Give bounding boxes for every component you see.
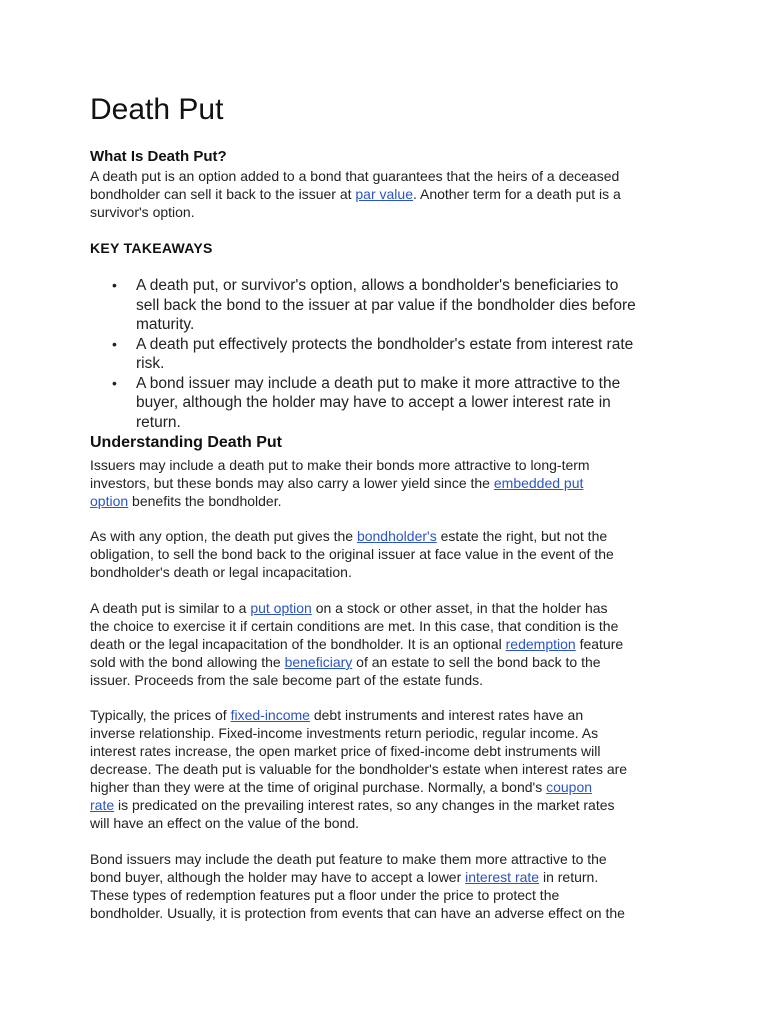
bullet-icon: • [112, 335, 117, 352]
link-embedded-put-option[interactable]: embedded put [493, 475, 584, 491]
link-beneficiary[interactable]: beneficiary [284, 654, 353, 670]
text-line [90, 868, 690, 886]
key-takeaways-list [90, 276, 690, 432]
text-line [90, 185, 690, 203]
link-interest-rate[interactable]: interest rate [465, 869, 540, 885]
paragraph-1 [90, 456, 690, 510]
text-line: maturity. [136, 316, 195, 333]
text-line: decrease. The death put is valuable for the bondholder's estate when interest rates are [90, 761, 628, 777]
text-line [90, 635, 690, 653]
link-fixed-income[interactable]: fixed-income [230, 707, 310, 723]
text-line [90, 796, 690, 814]
text-segment: is predicated on the prevailing interest rates, so any changes in the market rates [114, 797, 615, 813]
text-line: the choice to exercise it if certain conditions are met. In this case, that condition is the [90, 618, 619, 634]
text-line: survivor's option. [90, 204, 195, 220]
link-coupon-rate[interactable]: coupon [546, 779, 593, 795]
text-segment: bondholder can sell it back to the issuer at [90, 186, 356, 202]
text-line: These types of redemption features put a floor under the price to protect the [90, 887, 560, 903]
text-line: Issuers may include a death put to make their bonds more attractive to long-term [90, 457, 590, 473]
text-segment: sold with the bond allowing the [90, 654, 285, 670]
paragraph-3 [90, 599, 690, 689]
link-redemption[interactable]: redemption [505, 636, 576, 652]
text-line: bondholder's death or legal incapacitation. [90, 564, 352, 580]
text-line: A bond issuer may include a death put to make it more attractive to the [136, 374, 621, 392]
link-par-value[interactable]: par value [355, 186, 413, 202]
text-segment: A death put is similar to a [90, 600, 251, 616]
paragraph-2 [90, 527, 690, 581]
list-item [90, 374, 690, 433]
text-line: risk. [136, 355, 165, 372]
text-segment: Typically, the prices of [90, 707, 231, 723]
text-segment: in return. [539, 869, 599, 885]
text-line [90, 778, 690, 796]
text-segment: debt instruments and interest rates have an [309, 707, 584, 723]
text-line: A death put, or survivor's option, allows a bondholder's beneficiaries to [136, 277, 619, 294]
text-segment: higher than they were at the time of original purchase. Normally, a bond's [90, 779, 547, 795]
text-segment: As with any option, the death put gives the [90, 528, 357, 544]
text-line: return. [136, 413, 181, 431]
bullet-icon: • [112, 277, 117, 293]
text-segment: of an estate to sell the bond back to the [352, 654, 601, 670]
link-put-option[interactable]: put option [250, 600, 312, 616]
section-heading-what-is: What Is Death Put? [90, 148, 227, 165]
page-title: Death Put [90, 93, 224, 126]
text-line: buyer, although the holder may have to accept a lower interest rate in [136, 394, 611, 411]
text-line [90, 599, 690, 617]
text-line: bondholder. Usually, it is protection from events that can have an adverse effect on the [90, 905, 625, 921]
text-line: issuer. Proceeds from the sale become part of the estate funds. [90, 672, 483, 688]
text-line: inverse relationship. Fixed-income investments return periodic, regular income. As [90, 725, 599, 741]
text-line: will have an effect on the value of the bond. [90, 815, 360, 831]
bullet-icon: • [112, 374, 117, 391]
link-embedded-put-option-cont[interactable]: option [90, 493, 129, 509]
paragraph-5 [90, 850, 690, 922]
intro-paragraph [90, 167, 690, 221]
link-bondholders[interactable]: bondholder's [356, 528, 437, 544]
text-line [90, 706, 690, 724]
link-coupon-rate-cont[interactable]: rate [90, 797, 115, 813]
text-line [90, 492, 690, 510]
text-segment: estate the right, but not the [436, 528, 608, 544]
key-takeaways-heading: KEY TAKEAWAYS [90, 240, 213, 256]
text-segment: death or the legal incapacitation of the bondholder. It is an optional [90, 636, 506, 652]
text-line: A death put is an option added to a bond that guarantees that the heirs of a deceased [90, 168, 620, 184]
text-segment: benefits the bondholder. [128, 493, 282, 509]
text-segment: bond buyer, although the holder may have to accept a lower [90, 869, 466, 885]
text-line: sell back the bond to the issuer at par value if the bondholder dies before [136, 296, 636, 314]
text-line: Bond issuers may include the death put feature to make them more attractive to the [90, 851, 607, 867]
text-line [90, 474, 690, 492]
section-heading-understanding: Understanding Death Put [90, 434, 283, 451]
text-line: A death put effectively protects the bondholder's estate from interest rate [136, 335, 634, 353]
text-segment: . Another term for a death put is a [412, 186, 621, 202]
list-item [90, 335, 690, 374]
text-line: obligation, to sell the bond back to the original issuer at face value in the event of the [90, 546, 614, 562]
text-line [90, 527, 690, 545]
list-item [90, 276, 690, 335]
text-segment: investors, but these bonds may also carry a lower yield since the [90, 475, 494, 491]
text-line [90, 653, 690, 671]
paragraph-4 [90, 706, 690, 832]
text-segment: on a stock or other asset, in that the holder has [311, 600, 608, 616]
text-line: interest rates increase, the open market price of fixed-income debt instruments will [90, 743, 601, 759]
text-segment: feature [575, 636, 624, 652]
